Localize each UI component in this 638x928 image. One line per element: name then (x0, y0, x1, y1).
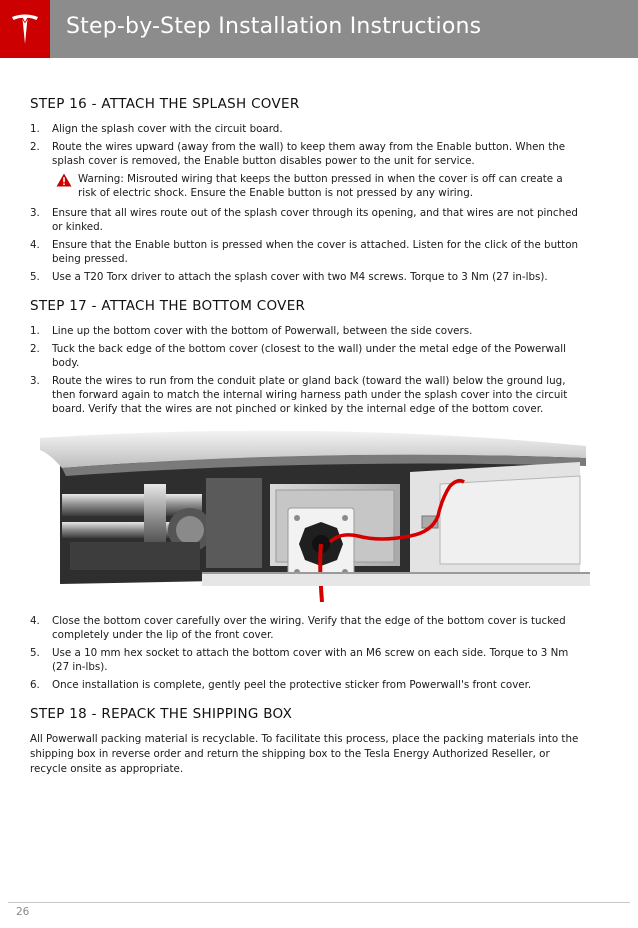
list-item: 1. Align the splash cover with the circuit board. (30, 123, 283, 135)
content-area (30, 96, 582, 777)
list-item: 5. Use a T20 Torx driver to attach the splash cover with two M4 screws. Torque to 3 Nm (27 in-lbs). (30, 271, 548, 283)
bottom-cover-wiring-photo (40, 424, 590, 602)
page-title: Step-by-Step Installation Instructions (66, 14, 482, 39)
list-item: 4. Ensure that the Enable button is pressed when the cover is attached. Listen for the click of the button being pressed. (30, 239, 579, 265)
warning-icon (56, 173, 72, 187)
step17-list (30, 324, 582, 416)
list-item: 2. Tuck the back edge of the bottom cover (closest to the wall) under the metal edge of the Powerwall body. (30, 343, 567, 369)
step18-heading: STEP 18 - REPACK THE SHIPPING BOX (30, 706, 293, 722)
list-item: 2. Route the wires upward (away from the wall) to keep them away from the Enable button. When the splash cover is removed, the Enable button disables power to the unit for service. (30, 141, 566, 167)
list-item: 1. Line up the bottom cover with the bottom of Powerwall, between the side covers. (30, 325, 473, 337)
step17-list-continued (30, 614, 582, 692)
page-header (0, 0, 638, 58)
tesla-logo (0, 0, 50, 58)
footer-divider (8, 902, 630, 903)
step17-heading: STEP 17 - ATTACH THE BOTTOM COVER (30, 298, 306, 314)
step16-list-continued (30, 206, 582, 284)
page-number: 26 (16, 906, 30, 918)
list-item: 3. Route the wires to run from the conduit plate or gland back (toward the wall) below the ground lug, then forward again to match the internal wiring harness path under the splash cover into the circuit board. Verify that the wires are not pinched or kinked by the internal edge of the bottom cover. (30, 375, 568, 415)
tesla-t-icon (10, 13, 40, 45)
list-item: 3. Ensure that all wires route out of the splash cover through its opening, and that wires are not pinched or kinked. (30, 207, 578, 233)
list-item: 6. Once installation is complete, gently peel the protective sticker from Powerwall's front cover. (30, 679, 532, 691)
warning-note (30, 172, 582, 200)
step16-heading: STEP 16 - ATTACH THE SPLASH COVER (30, 96, 300, 112)
warning-text: Warning: Misrouted wiring that keeps the button pressed in when the cover is off can create a risk of electric shock. Ensure the Enable button is not pressed by any wiring. (78, 173, 563, 199)
step16-list (30, 122, 582, 168)
step18-paragraph: All Powerwall packing material is recyclable. To facilitate this process, place the packing materials into the shipping box in reverse order and return the shipping box to the Tesla Energy Authorized Reseller, or recycle onsite as appropriate. (30, 733, 579, 775)
list-item: 4. Close the bottom cover carefully over the wiring. Verify that the edge of the bottom cover is tucked completely under the lip of the front cover. (30, 615, 566, 641)
list-item: 5. Use a 10 mm hex socket to attach the bottom cover with an M6 screw on each side. Torque to 3 Nm (27 in-lbs). (30, 647, 569, 673)
